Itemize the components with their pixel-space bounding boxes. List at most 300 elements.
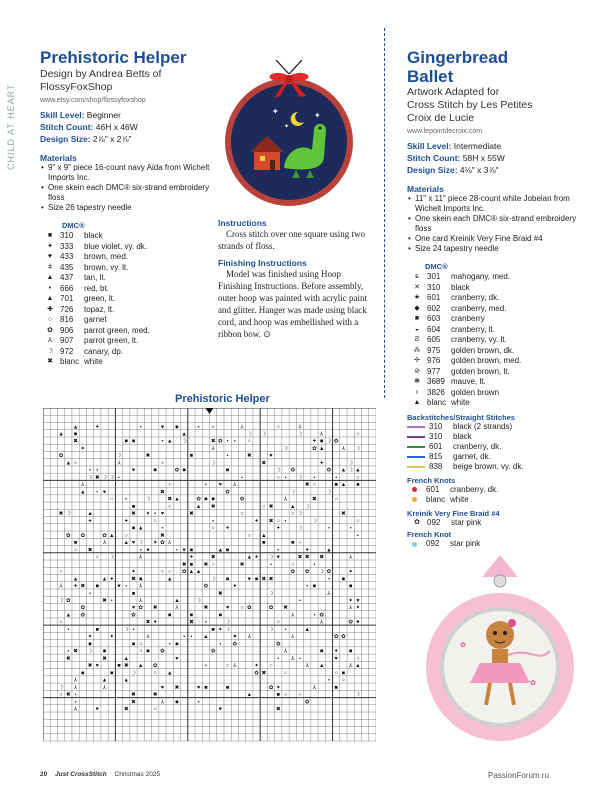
stitch-symbol: • [161, 438, 164, 445]
stitch-count-right: Stitch Count: 58H x 55W [407, 153, 505, 163]
designer-url[interactable]: www.etsy.com/shop/flossyfoxshop [40, 97, 146, 104]
floss-row [407, 377, 577, 388]
floss-symbol: ♥ [47, 253, 53, 260]
stitch-symbol: ✖ [131, 511, 136, 518]
stitch-symbol: ⅄ [291, 612, 295, 619]
stitch-symbol: ■ [131, 590, 136, 597]
stitch-symbol: ▲ [166, 576, 173, 583]
pattern-title-right-line2: Ballet [407, 67, 454, 86]
floss-number: 435 [60, 262, 74, 272]
floss-number: 907 [60, 336, 74, 345]
floss-name: mahogany, med. [451, 272, 510, 281]
stitch-symbol: ▲ [109, 532, 115, 539]
stitch-symbol: ♥ [131, 540, 136, 547]
stitch-symbol: ▲ [101, 576, 108, 583]
floss-number: 976 [427, 356, 441, 365]
floss-number: 437 [60, 273, 74, 282]
stitch-symbol: ▲ [355, 663, 361, 670]
floss-symbol: ▲ [46, 274, 54, 281]
stitch-symbol: ✿ [247, 605, 252, 612]
stitch-symbol: ○ [211, 525, 215, 532]
floss-number: 666 [60, 283, 74, 293]
stitch-symbol: ⅄ [102, 684, 107, 691]
stitch-symbol: ▲ [65, 460, 72, 467]
stitch-symbol: ✿ [290, 569, 296, 576]
stitch-symbol: ⅄ [291, 634, 295, 641]
stitch-symbol: ▲ [246, 692, 253, 699]
floss-name: cranberry, dk. [451, 293, 500, 302]
stitch-symbol: ✿ [225, 489, 230, 496]
stitch-symbol: ○ [356, 518, 360, 525]
floss-number: 310 [429, 431, 443, 441]
line-swatch [407, 466, 425, 468]
dot-swatch [412, 542, 417, 547]
stitch-symbol: ☽ [87, 474, 93, 481]
finishing-text: Model was finished using Hoop Finishing Instructions. Before assembly, outer hoop was painted with acrylic paint and glitter. Hanger was made using black cord, and hoop was embellished with a ribbon bow. ⊙ [218, 269, 367, 339]
gingerbread-ornament-photo [420, 555, 580, 745]
stitch-symbol: ■ [211, 496, 215, 503]
stitch-symbol: ○ [247, 438, 251, 445]
stitch-symbol: ✿ [333, 438, 339, 445]
floss-symbol: ⁂ [413, 346, 421, 354]
stitch-symbol: • [125, 583, 128, 590]
stitch-symbol: ■ [131, 438, 136, 445]
stitch-symbol: ■ [131, 525, 136, 532]
stitch-symbol: ✦ [109, 634, 115, 641]
stitch-symbol: ■ [146, 648, 150, 655]
stitch-symbol: ■ [204, 496, 208, 503]
svg-text:✦: ✦ [284, 124, 290, 130]
stitch-symbol: • [270, 561, 273, 568]
stitch-symbol: ✦ [254, 663, 259, 670]
line-row [407, 422, 577, 432]
stitch-symbol: ⅄ [233, 482, 237, 489]
stitch-symbol: ☽ [210, 460, 216, 467]
stitch-symbol: • [204, 619, 207, 626]
stitch-symbol: ♥ [182, 547, 186, 554]
stitch-count: Stitch Count: 46H x 46W [40, 122, 138, 132]
stitch-symbol: ■ [225, 467, 230, 474]
stitch-symbol: • [233, 438, 236, 445]
stitch-symbol: ✦ [275, 684, 281, 691]
floss-symbol: ▲ [46, 295, 54, 302]
design-size: Design Size: 2⅞" x 2⅞" [40, 134, 132, 144]
stitch-symbol: ✖ [261, 576, 267, 583]
stitch-symbol: ✖ [275, 706, 281, 713]
stitch-symbol: ○ [356, 655, 360, 662]
stitch-symbol: • [139, 547, 142, 554]
stitch-symbol: ✦ [123, 518, 129, 525]
designer-line2: FlossyFoxShop [40, 81, 113, 93]
stitch-symbol: ○ [153, 670, 157, 677]
stitch-symbol: • [89, 467, 92, 474]
stitch-symbol: ✿ [326, 467, 332, 474]
floss-name: cranberry, dk. [453, 441, 502, 451]
stitch-symbol: ■ [182, 467, 186, 474]
stitch-symbol: • [313, 612, 316, 619]
floss-name: red, bt. [84, 283, 109, 293]
stitch-symbol: • [175, 547, 178, 554]
stitch-symbol: ⅄ [160, 699, 165, 706]
stitch-symbol: ✖ [102, 598, 107, 605]
stitch-symbol: • [67, 626, 70, 633]
dmc-heading-right: DMC® [425, 262, 448, 271]
dot-swatch [412, 487, 417, 492]
stitch-symbol: ☽ [297, 431, 303, 438]
stitch-symbol: ○ [334, 670, 338, 677]
stitch-symbol: ✿ [102, 532, 107, 539]
backstitch-heading: Backstitches/Straight Stitches [407, 412, 515, 422]
floss-row [407, 398, 577, 409]
stitch-symbol: ▲ [87, 511, 93, 518]
stitch-symbol: ✖ [312, 496, 317, 503]
stitch-symbol: ✖ [174, 684, 180, 691]
stitch-symbol: ✖ [87, 547, 93, 554]
stitch-symbol: ▲ [181, 431, 187, 438]
stitch-symbol: ▲ [340, 482, 347, 489]
stitch-symbol: ⅄ [283, 648, 288, 655]
stitch-symbol: ✿ [131, 612, 136, 619]
stitch-symbol: ✿ [348, 619, 353, 626]
floss-symbol: ⅄ [47, 337, 53, 344]
stitch-symbol: ✿ [218, 438, 223, 445]
stitch-symbol: ☽ [131, 670, 136, 677]
stitch-symbol: • [241, 474, 244, 481]
stitch-symbol: ✦ [312, 438, 317, 445]
line-row [407, 432, 577, 442]
stitch-symbol: ○ [298, 692, 302, 699]
stitch-symbol: ✦ [254, 554, 259, 561]
stitch-symbol: ✿ [341, 634, 346, 641]
stitch-symbol: ⅄ [139, 583, 143, 590]
cross-stitch-chart [43, 408, 376, 745]
page-number: 20 [40, 771, 48, 778]
stitch-symbol: • [74, 699, 77, 706]
stitch-symbol: ○ [291, 511, 295, 518]
stitch-symbol: ♥ [160, 511, 165, 518]
floss-number: 601 [429, 441, 443, 451]
stitch-symbol: ♥ [225, 605, 230, 612]
section-side-tab: CHILD AT HEART [6, 83, 16, 170]
stitch-symbol: ⅄ [73, 706, 78, 713]
floss-name: black (2 strands) [453, 421, 513, 431]
stitch-symbol: • [212, 518, 215, 525]
floss-symbol: ✚ [47, 305, 53, 313]
stitch-symbol: • [219, 641, 222, 648]
stitch-symbol: ♥ [247, 576, 251, 583]
stitch-symbol: ■ [334, 482, 338, 489]
stitch-symbol: • [284, 518, 287, 525]
stitch-symbol: ○ [153, 518, 157, 525]
stitch-symbol: ✖ [268, 503, 274, 510]
stitch-symbol: ▲ [80, 489, 86, 496]
line-swatch [407, 436, 425, 438]
pattern-title-right-line1: Gingerbread [407, 48, 509, 67]
dinosaur-ornament-photo [214, 60, 364, 210]
stitch-symbol: ✖ [66, 655, 71, 662]
stitch-symbol: ⅄ [139, 554, 143, 561]
floss-row [40, 252, 210, 263]
floss-name: white [451, 398, 470, 407]
stitch-symbol: ○ [356, 474, 360, 481]
stitch-symbol: • [118, 474, 120, 481]
stitch-symbol: ▲ [304, 626, 310, 633]
stitch-symbol: ♥ [218, 706, 222, 713]
stitch-symbol: ✿ [160, 648, 165, 655]
stitch-symbol: ⅄ [175, 605, 179, 612]
stitch-symbol: ■ [110, 670, 114, 677]
floss-number: 3826 [427, 387, 445, 397]
floss-name: cranberry, med. [451, 303, 507, 313]
floss-number: 816 [60, 315, 74, 324]
stitch-symbol: ▲ [174, 598, 180, 605]
stitch-symbol: ✖ [189, 511, 194, 518]
stitch-symbol: ✖ [66, 692, 71, 699]
stitch-symbol: ○ [240, 605, 244, 612]
stitch-symbol: ✖ [210, 503, 216, 510]
stitch-symbol: ■ [320, 648, 324, 655]
stitch-symbol: ✿ [268, 605, 274, 612]
floss-symbol: ○ [47, 316, 53, 323]
stitch-symbol: ▲ [58, 431, 64, 438]
stitch-symbol: ■ [276, 692, 280, 699]
stitch-symbol: ○ [276, 424, 280, 431]
stitch-symbol: ☽ [246, 431, 252, 438]
stitch-symbol: ☽ [304, 503, 310, 510]
floss-name: parrot green, med. [84, 325, 150, 335]
material-item: • One skein each DMC® six-strand embroidery floss [415, 214, 577, 234]
stitch-symbol: ✖ [341, 511, 346, 518]
stitch-symbol: ♥ [160, 424, 165, 431]
stitch-symbol: ✿ [196, 496, 201, 503]
kreinik-knot-key [407, 539, 577, 549]
stitch-symbol: ✦ [87, 518, 93, 525]
stitch-symbol: ▲ [188, 569, 195, 576]
stitch-symbol: ☽ [196, 598, 202, 605]
stitch-symbol: ⅄ [73, 677, 78, 684]
stitch-symbol: ■ [95, 583, 99, 590]
floss-number: 701 [60, 294, 74, 303]
svg-text:✦: ✦ [272, 107, 279, 116]
stitch-symbol: ○ [269, 663, 273, 670]
floss-number: 333 [60, 241, 74, 251]
stitch-symbol: ⅄ [247, 634, 252, 641]
stitch-symbol: ▲ [195, 503, 202, 510]
materials-heading: Materials [40, 153, 77, 163]
stitch-symbol: ♥ [160, 684, 165, 691]
stitch-symbol: ♥ [175, 655, 179, 662]
floss-name: white [450, 494, 469, 504]
stitch-symbol: • [349, 525, 352, 532]
material-item: • Size 24 tapestry needle [415, 244, 577, 254]
french-knots-key [407, 485, 577, 505]
stitch-symbol: • [277, 655, 280, 662]
stitch-symbol: ○ [168, 503, 172, 510]
stitch-symbol: • [313, 561, 316, 568]
stitch-symbol: ☽ [65, 511, 71, 518]
stitch-symbol: ✿ [203, 583, 209, 590]
line-swatch [407, 456, 425, 458]
stitch-symbol: ♥ [218, 482, 222, 489]
stitch-symbol: ○ [283, 692, 288, 699]
stitch-symbol: ✦ [225, 525, 230, 532]
stitch-symbol: ☽ [123, 626, 129, 633]
stitch-symbol: ✖ [268, 576, 274, 583]
stitch-symbol: ✖ [210, 554, 216, 561]
designer-url-right[interactable]: www.lepointdecroix.com [407, 128, 483, 135]
stitch-symbol: ■ [356, 482, 360, 489]
stitch-symbol: ○ [110, 496, 114, 503]
floss-row [407, 335, 577, 346]
material-item: • Size 26 tapestry needle [48, 203, 210, 213]
stitch-symbol: ✖ [203, 561, 209, 568]
stitch-symbol: ○ [124, 532, 128, 539]
floss-number: 602 [427, 303, 441, 313]
stitch-symbol: ✦ [94, 424, 100, 431]
stitch-symbol: ▲ [123, 540, 129, 547]
stitch-symbol: ✿ [319, 612, 325, 619]
stitch-symbol: ☽ [102, 474, 108, 481]
stitch-symbol: ○ [153, 706, 157, 713]
stitch-symbol: ○ [334, 496, 338, 503]
stitch-symbol: ⅄ [211, 445, 215, 452]
stitch-symbol: ▲ [217, 547, 224, 554]
stitch-symbol: ♥ [131, 605, 136, 612]
floss-symbol: ✢ [414, 357, 420, 364]
stitch-symbol: ✿ [174, 467, 180, 474]
floss-name: brown, vy. lt. [84, 262, 129, 272]
finishing-heading: Finishing Instructions [218, 258, 307, 268]
stitch-symbol: ✦ [109, 576, 115, 583]
floss-symbol: • [48, 284, 52, 292]
stitch-symbol: ☽ [311, 518, 317, 525]
stitch-symbol: ▲ [138, 525, 144, 532]
floss-name: tan, lt. [84, 273, 106, 282]
stitch-symbol: ✿ [268, 684, 274, 691]
stitch-symbol: ⅄ [240, 424, 244, 431]
stitch-symbol: ✿ [152, 663, 158, 670]
floss-name: garnet [84, 315, 107, 324]
stitch-symbol: ⅄ [320, 431, 324, 438]
stitch-symbol: ⅄ [167, 540, 172, 547]
stitch-symbol: ■ [168, 612, 172, 619]
stitch-symbol: ☽ [210, 576, 216, 583]
material-item: • One skein each DMC® six-strand embroidery floss [48, 183, 210, 203]
stitch-symbol: • [284, 626, 287, 633]
stitch-symbol: • [89, 590, 92, 597]
stitch-symbol: • [335, 474, 338, 481]
designer-line1: Design by Andrea Betts of [40, 68, 162, 80]
stitch-symbol: ✿ [80, 532, 86, 539]
stitch-symbol: ■ [189, 547, 194, 554]
stitch-symbol: • [299, 598, 301, 605]
stitch-symbol: ✦ [348, 569, 353, 576]
floss-symbol: ▲ [413, 399, 421, 406]
floss-name: parrot green, lt. [84, 336, 139, 345]
stitch-symbol: ✦ [189, 554, 194, 561]
stitch-symbol: ✦ [131, 569, 136, 576]
stitch-symbol: • [190, 634, 193, 641]
stitch-symbol: ○ [160, 460, 165, 467]
stitch-symbol: ▲ [318, 663, 325, 670]
stitch-symbol: ✖ [94, 474, 100, 481]
stitch-symbol: ✦ [275, 525, 281, 532]
floss-row [407, 272, 577, 283]
stitch-symbol: ☽ [58, 684, 64, 691]
floss-number: 975 [427, 345, 441, 355]
stitch-symbol: • [327, 576, 330, 583]
stitch-symbol: ■ [189, 561, 194, 568]
stitch-symbol: ☽ [116, 453, 122, 460]
floss-number: 977 [427, 366, 441, 376]
material-item: • 9" x 9" piece 16-count navy Aida from Wichelt Imports Inc. [48, 163, 210, 183]
floss-name: white [84, 357, 103, 366]
materials-heading-right: Materials [407, 184, 444, 194]
stitch-symbol: ○ [276, 518, 280, 525]
stitch-symbol: • [154, 511, 157, 518]
floss-row [40, 273, 210, 284]
stitch-symbol: ■ [262, 540, 266, 547]
stitch-symbol: ✖ [247, 453, 252, 460]
floss-symbol: ✿ [47, 326, 53, 334]
stitch-symbol: ■ [153, 467, 157, 474]
stitch-symbol: ✖ [152, 692, 158, 699]
floss-symbol: ◒ [414, 325, 420, 333]
floss-key-right [407, 272, 577, 409]
stitch-symbol: ▲ [261, 532, 267, 539]
stitch-symbol: ■ [124, 438, 128, 445]
stitch-symbol: ■ [341, 576, 346, 583]
stitch-symbol: • [168, 641, 171, 648]
stitch-symbol: ■ [348, 648, 353, 655]
stitch-symbol: ○ [356, 431, 360, 438]
floss-symbol: ❋ [414, 378, 420, 385]
floss-name: cranberry [451, 314, 485, 323]
adapted-line1: Artwork Adapted for [407, 86, 500, 98]
stitch-symbol: ♥ [146, 547, 150, 554]
stitch-symbol: ○ [312, 482, 317, 489]
stitch-symbol: ○ [262, 503, 266, 510]
stitch-symbol: ■ [204, 684, 208, 691]
dot-row [407, 539, 577, 549]
stitch-symbol: ✦ [348, 598, 353, 605]
stitch-symbol: ✿ [304, 699, 310, 706]
stitch-symbol: ○ [73, 547, 78, 554]
stitch-symbol: ▲ [72, 424, 79, 431]
stitch-symbol: ⅄ [81, 482, 85, 489]
stitch-symbol: ♥ [197, 684, 201, 691]
line-row [407, 462, 577, 472]
stitch-symbol: ☽ [87, 648, 93, 655]
stitch-symbol: ○ [225, 663, 230, 670]
skill-level-right: Skill Level: Intermediate [407, 141, 502, 151]
stitch-symbol: • [306, 583, 309, 590]
floss-name: green, lt. [84, 294, 116, 303]
floss-number: blanc [427, 398, 447, 407]
stitch-symbol: ○ [283, 670, 288, 677]
stitch-symbol: ✦ [152, 540, 158, 547]
stitch-symbol: ○ [168, 569, 172, 576]
stitch-symbol: • [161, 525, 164, 532]
stitch-symbol: ✖ [58, 511, 64, 518]
stitch-symbol: ☽ [261, 431, 267, 438]
floss-symbol: ◆ [414, 304, 420, 312]
stitch-symbol: ✖ [189, 619, 194, 626]
floss-row [407, 325, 577, 336]
svg-text:✿: ✿ [530, 680, 536, 687]
stitch-symbol: ✦ [73, 583, 78, 590]
floss-row [40, 294, 210, 305]
